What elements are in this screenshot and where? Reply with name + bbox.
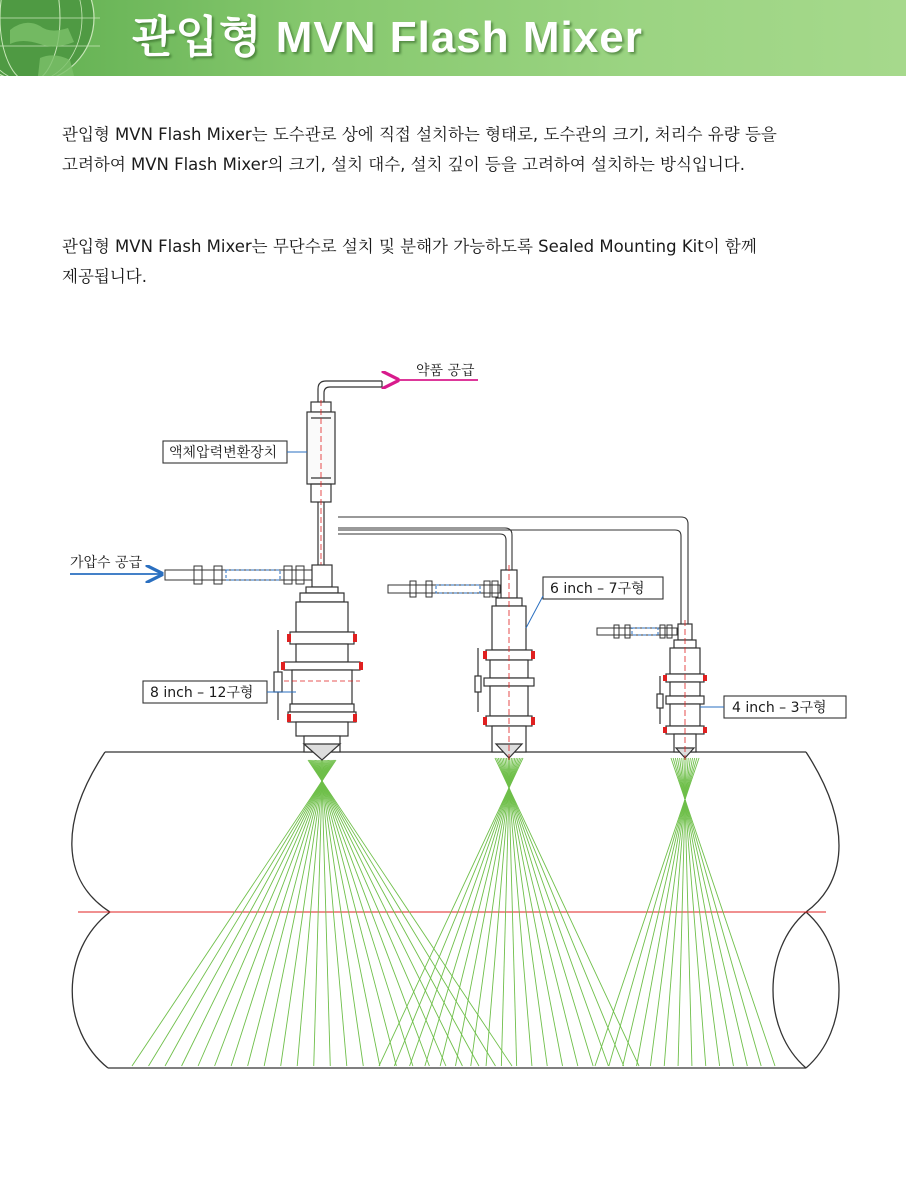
spray-line [308, 760, 512, 1066]
mixer-large-label: 8 inch – 12구형 [150, 685, 254, 701]
description-paragraph-1 [62, 120, 862, 180]
mixer-large [274, 565, 360, 760]
spray-line [264, 760, 326, 1066]
spray-line [297, 760, 324, 1066]
spray-line [132, 760, 336, 1066]
mixer-small [657, 624, 704, 758]
paragraph-line: 고려하여 MVN Flash Mixer의 크기, 설치 대수, 설치 깊이 등을 고려하여 설치하는 방식입니다. [62, 155, 745, 174]
spray-line [318, 760, 380, 1066]
pressure-converter-label: 액체압력변환장치 [169, 445, 278, 461]
mixer-small-callout [700, 696, 846, 718]
water-supply-line-large [165, 566, 313, 584]
water-supply-line-medium [388, 581, 500, 597]
water-supply-line-small [597, 625, 677, 638]
installation-diagram [0, 340, 906, 1100]
spray-line [149, 760, 335, 1066]
spray-line [312, 760, 463, 1066]
spray-line [320, 760, 347, 1066]
mixer-medium [475, 570, 534, 758]
paragraph-line: 관입형 MVN Flash Mixer는 도수관로 상에 직접 설치하는 형태로, 도수관의 크기, 처리수 유량 등을 [62, 125, 777, 144]
spray-pattern-large [132, 760, 512, 1066]
chemical-supply-pipe [318, 381, 382, 402]
spray-line [310, 760, 479, 1066]
globe-icon [0, 0, 120, 76]
spray-line [215, 760, 330, 1066]
spray-line [198, 760, 331, 1066]
mixer-small-label: 4 inch – 3구형 [732, 700, 827, 716]
description-paragraph-2 [62, 232, 862, 292]
page-title: 관입형 MVN Flash Mixer [132, 13, 643, 62]
mixer-medium-callout [526, 577, 663, 628]
paragraph-line: 관입형 MVN Flash Mixer는 무단수로 설치 및 분해가 가능하도록 Sealed Mounting Kit이 함께 [62, 237, 757, 256]
header-banner [0, 0, 906, 76]
spray-line [309, 760, 495, 1066]
spray-line [182, 760, 333, 1066]
mixer-medium-label: 6 inch – 7구형 [550, 581, 645, 597]
spray-line [314, 760, 429, 1066]
spray-line [231, 760, 329, 1066]
mixer-large-callout [143, 681, 296, 703]
spray-line [315, 760, 413, 1066]
paragraph-line: 제공됩니다. [62, 267, 147, 286]
spray-line [165, 760, 334, 1066]
chemical-supply-label: 약품 공급 [416, 363, 475, 379]
main-pipe [72, 752, 839, 1068]
water-supply-label: 가압수 공급 [70, 555, 143, 571]
pressure-converter-callout [163, 441, 307, 463]
